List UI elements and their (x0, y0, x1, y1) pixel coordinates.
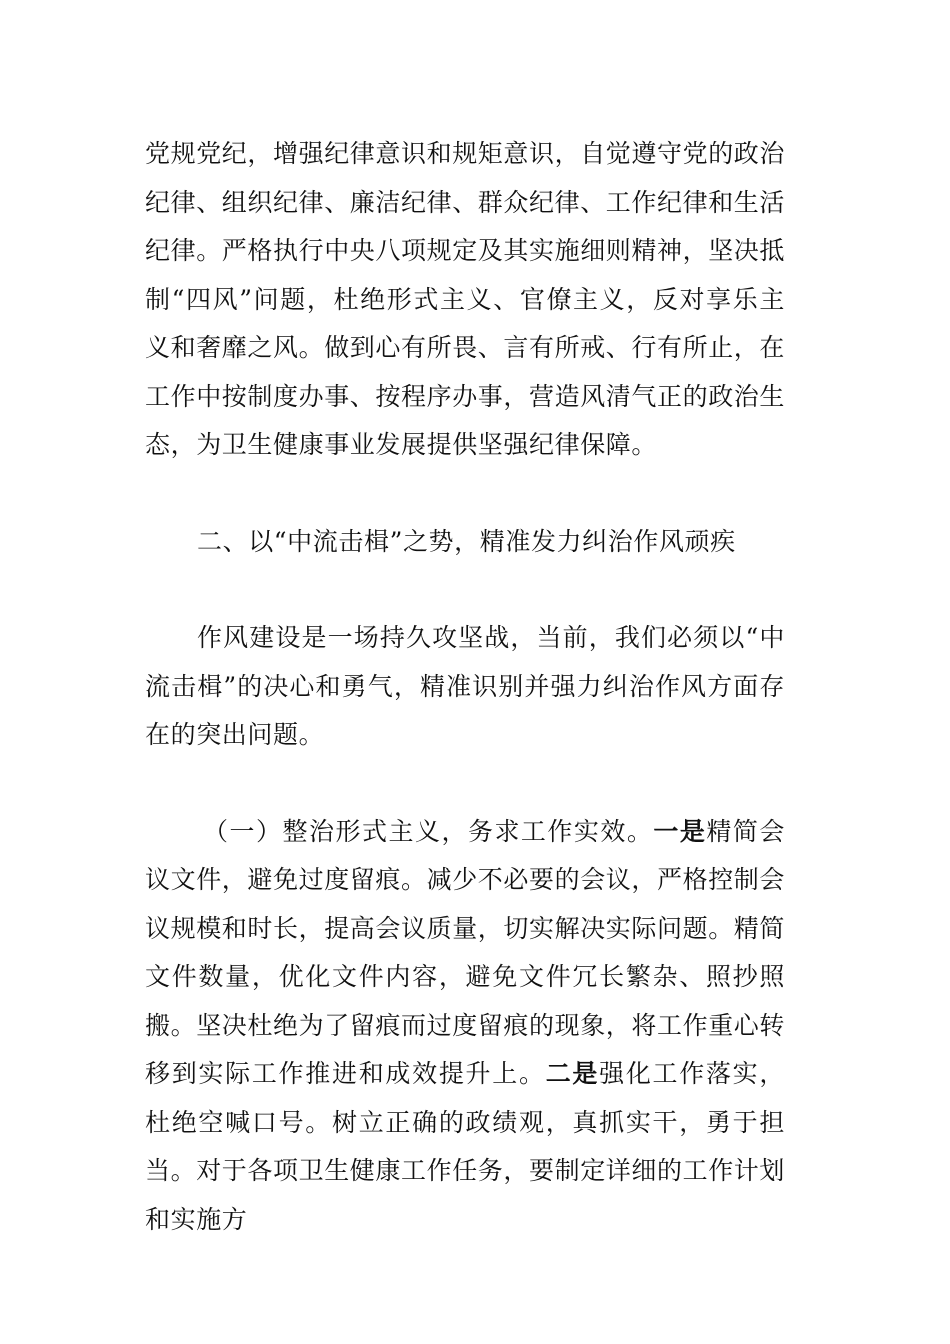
paragraph-style-building: 作风建设是一场持久攻坚战，当前，我们必须以“中流击楫”的决心和勇气，精准识别并强力纠治作风方面存在的突出问题。 (145, 623, 785, 749)
paragraph-formalism (145, 808, 785, 1245)
first-point-text: 精简会议文件，避免过度留痕。减少不必要的会议，严格控制会议规模和时长，提高会议质量，切实解决实际问题。精简文件数量，优化文件内容，避免文件冗长繁杂、照抄照搬。坚决杜绝为了留痕而过度留痕的现象，将工作重心转移到实际工作推进和成效提升上。 (145, 816, 786, 1088)
bold-first-point: 一是 (653, 816, 707, 846)
subsection-heading-one: （一）整治形式主义，务求工作实效。 (203, 816, 654, 846)
section-heading-two: 二、以“中流击楫”之势，精准发力纠治作风顽疾 (197, 526, 736, 556)
paragraph-discipline: 党规党纪，增强纪律意识和规矩意识，自觉遵守党的政治纪律、组织纪律、廉洁纪律、群众纪律、工作纪律和生活纪律。严格执行中央八项规定及其实施细则精神，坚决抵制“四风”问题，杜绝形式主义、官僚主义，反对享乐主义和奢靡之风。做到心有所畏、言有所戒、行有所止，在工作中按制度办事、按程序办事，营造风清气正的政治生态，为卫生健康事业发展提供坚强纪律保障。 (145, 139, 786, 459)
bold-second-point: 二是 (545, 1059, 600, 1088)
second-point-text: 强化工作落实，杜绝空喊口号。树立正确的政绩观，真抓实干，勇于担当。对于各项卫生健康工作任务，要制定详细的工作计划和实施方 (145, 1059, 786, 1234)
document-body (145, 130, 785, 1244)
